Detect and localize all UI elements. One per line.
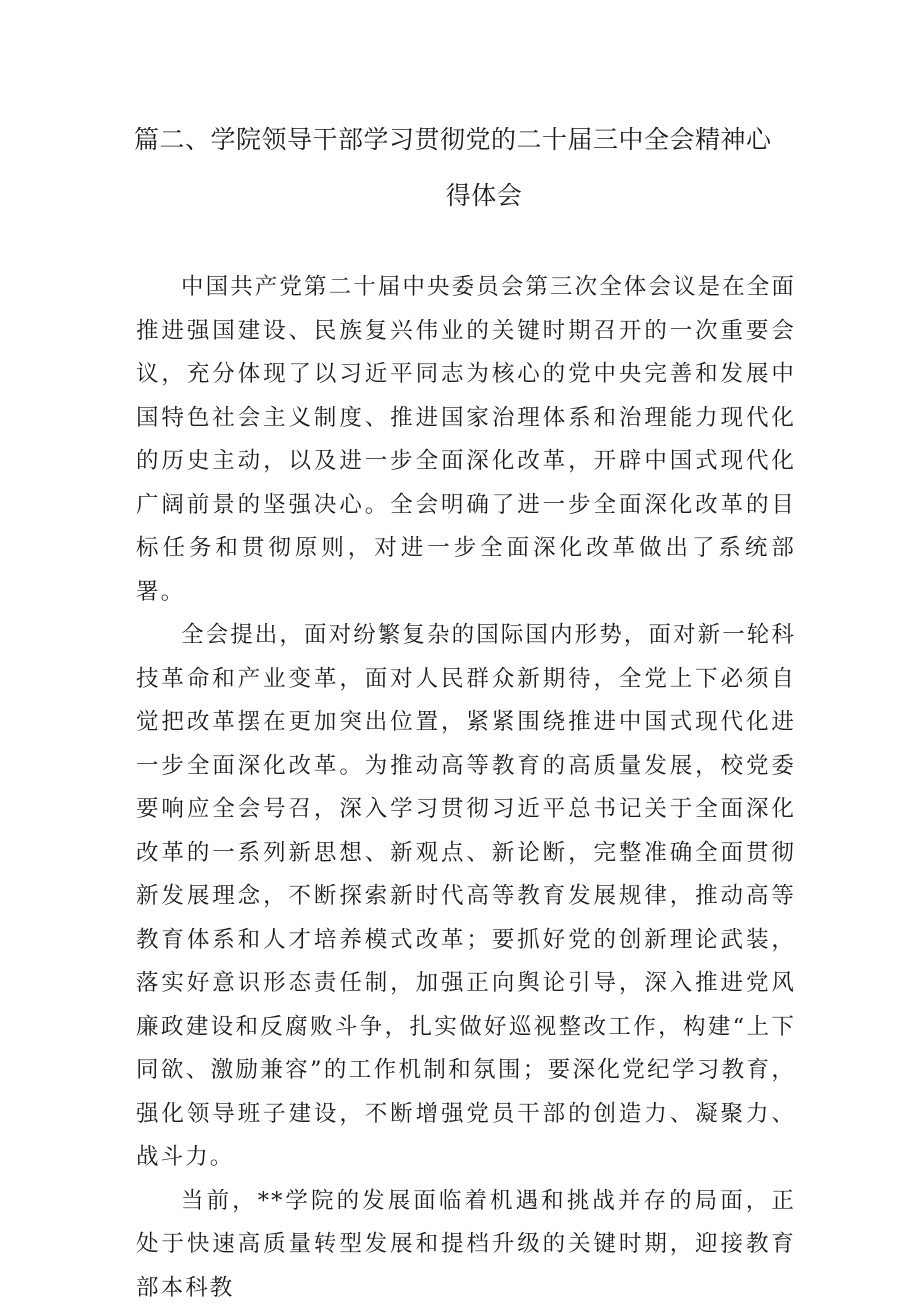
- paragraph-3: 当前，**学院的发展面临着机遇和挑战并存的局面，正处于快速高质量转型发展和提档升级的关键时期，迎接教育部本科教: [136, 1180, 796, 1310]
- paragraph-2: 全会提出，面对纷繁复杂的国际国内形势，面对新一轮科技革命和产业变革，面对人民群众新期待，全党上下必须自觉把改革摆在更加突出位置，紧紧围绕推进中国式现代化进一步全面深化改革。为推动高等教育的高质量发展，校党委要响应全会号召，深入学习贯彻习近平总书记关于全面深化改革的一系列新思想、新观点、新论断，完整准确全面贯彻新发展理念，不断探索新时代高等教育发展规律，推动高等教育体系和人才培养模式改革；要抓好党的创新理论武装，落实好意识形态责任制，加强正向舆论引导，深入推进党风廉政建设和反腐败斗争，扎实做好巡视整改工作，构建“上下同欲、激励兼容”的工作机制和氛围；要深化党纪学习教育，强化领导班子建设，不断增强党员干部的创造力、凝聚力、战斗力。: [136, 614, 796, 1180]
- title-line-2: 得体会: [134, 168, 794, 224]
- document-body: [136, 266, 796, 1310]
- document-title: [134, 112, 794, 224]
- paragraph-1: 中国共产党第二十届中央委员会第三次全体会议是在全面推进强国建设、民族复兴伟业的关键时期召开的一次重要会议，充分体现了以习近平同志为核心的党中央完善和发展中国特色社会主义制度、推进国家治理体系和治理能力现代化的历史主动，以及进一步全面深化改革，开辟中国式现代化广阔前景的坚强决心。全会明确了进一步全面深化改革的目标任务和贯彻原则，对进一步全面深化改革做出了系统部署。: [136, 266, 796, 614]
- title-line-1: 篇二、学院领导干部学习贯彻党的二十届三中全会精神心: [134, 125, 772, 154]
